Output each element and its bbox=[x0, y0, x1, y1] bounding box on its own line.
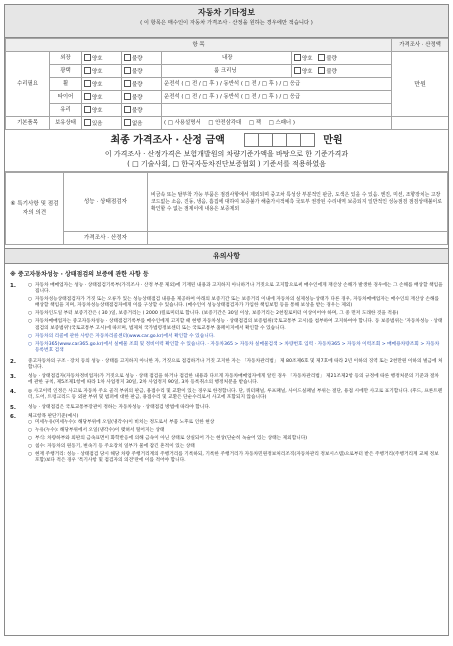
final-price-block bbox=[5, 130, 448, 172]
notice-item: 4. ◎ 사고이력 인정은 사고로 자동차 주요 골격 부위의 판금, 용접수리 및 교환이 있는 경우로 한정합니다. 단, 쿼터패널, 루프패널, 사이드실패널 부위는 절단, 용접 시에만 사고로 표기합니다. (후드, 프론트펜더, 도어, 트렁크리드 등 외판 부위 및 범퍼에 대한 판금, 용접수리 및 교환은 단순수리로서 사고에 포함되지 않습니다) bbox=[10, 389, 443, 401]
notice-item: 3. 성능 · 상태점검자(자동차정비업자)가 거짓으로 성능 · 상태 점검을 하거나 점검한 내용과 다르게 자동차매매업자에게 알린 경우 「자동차관리법」 제21조제2항 등의 규정에 따른 행정처분의 기준과 절차에 관한 규칙, 제5조제1항에 따라 1차 사업정지 30일, 2차 사업정지 90일, 3차 등록취소의 행정처분을 받습니다. bbox=[10, 374, 439, 386]
basis-line-2: ( □ 기술사회, □ 한국자동차진단보증협회 ) 기준서를 적용하였음 bbox=[127, 160, 326, 168]
table-row bbox=[6, 117, 449, 130]
checkbox-icon bbox=[124, 54, 131, 61]
has-checkbox[interactable]: 있음 bbox=[82, 117, 122, 130]
table-row bbox=[6, 65, 449, 78]
notice-section-title: 유의사항 bbox=[5, 248, 448, 264]
final-price-label: 최종 가격조사 · 산정 금액 bbox=[110, 135, 225, 146]
none-checkbox[interactable]: 없음 bbox=[122, 117, 162, 130]
checkbox-icon bbox=[84, 54, 91, 61]
special-notes-label: ⑥ 특기사항 및 점검자의 의견 bbox=[6, 173, 64, 245]
row-label: 광택 bbox=[50, 65, 82, 78]
row-label: 외장 bbox=[50, 52, 82, 65]
row-label-2: 룸 크리닝 bbox=[214, 67, 237, 74]
basis-line-1: 이 가격조사 · 산정가격은 보험개발원의 차량기준가액을 바탕으로 한 기준가격과 bbox=[104, 150, 349, 158]
ok-checkbox[interactable]: 양호 bbox=[82, 104, 122, 117]
notice-item: 6. 체크항목 판단기준(예시) ○ 미세누유(미세누수): 해당부위에 오일(냉각수)이 비치는 정도로서 부품 노후로 인한 현상 ○ 누유(누수): 해당부위에서 오일(냉각수)이 맺혀서 떨어지는 상태 ○ 부식: 차량하부와 외판의 금속표면이 화학반응에 의해 금속이 아닌 상태로 상실되어 가는 현상(단순히 녹슬어 있는 상태는 제외합니다) ○ 침수: 자동차의 원동기, 변속기 등 주요장치 일부가 물에 잠긴 흔적이 있는 상태 ○ 현재 주행거리: 성능 · 상태점검 당시 해당 차량 주행거리계의 주행거리를 기록하되, 기록한 주행거리가 자동차민원정보처리조직(자동차관리 정보시스템)으로부터 받은 주행거리(주행거리계 교체 정보 포함)보다 적은 경우 '특기사항 및 점검자의 의견'란에 이를 적어야 합니다. bbox=[10, 413, 439, 464]
status2-checkboxes[interactable]: 양호 불량 bbox=[292, 52, 392, 65]
row-label-2: 내장 bbox=[222, 54, 233, 61]
bad-checkbox[interactable]: 불량 bbox=[122, 78, 162, 91]
position-detail[interactable]: 운전석 ( □ 전 / □ 후 ) / 동반석 ( □ 전 / □ 후 ) / □ 응급 bbox=[162, 91, 392, 104]
bad-checkbox[interactable]: 불량 bbox=[122, 104, 162, 117]
appraiser-opinion[interactable] bbox=[148, 232, 448, 245]
notice-item: 5. 성능 · 상태점검은 국토교통부장관이 정하는 자동차성능 · 상태점검 방법에 따라야 합니다. bbox=[10, 404, 211, 411]
row-label: 타이어 bbox=[50, 91, 82, 104]
ok-checkbox[interactable]: 양호 bbox=[82, 52, 122, 65]
bad-checkbox[interactable]: 불량 bbox=[122, 65, 162, 78]
basic-items-label: 기본품목 bbox=[6, 117, 50, 130]
table-row bbox=[6, 104, 449, 117]
price-header: 가격조사 · 산정액 bbox=[392, 39, 449, 52]
final-price-unit: 만원 bbox=[323, 135, 343, 146]
position-detail[interactable]: 운전석 ( □ 전 / □ 후 ) / 동반석 ( □ 전 / □ 후 ) / □ 응급 bbox=[162, 78, 392, 91]
status2-checkboxes[interactable]: 양호 불량 bbox=[292, 65, 392, 78]
bad-checkbox[interactable]: 불량 bbox=[122, 91, 162, 104]
basic-items-list[interactable]: ( □ 사용설명서 □ 안전삼각대 □ 잭 □ 스패너 ) bbox=[162, 117, 392, 130]
form-title: 자동차 기타정보 bbox=[198, 8, 255, 17]
table-row bbox=[6, 91, 449, 104]
ok-checkbox[interactable]: 양호 bbox=[82, 91, 122, 104]
final-price-input[interactable] bbox=[244, 135, 314, 146]
table-row bbox=[6, 52, 449, 65]
repair-category: 수리필요 bbox=[6, 52, 50, 117]
notice-body bbox=[5, 264, 448, 466]
ok-checkbox[interactable]: 양호 bbox=[82, 78, 122, 91]
basic-items-sub: 보유상태 bbox=[50, 117, 82, 130]
appraiser-label: 가격조사 · 산정자 bbox=[64, 232, 148, 245]
form-title-bar bbox=[5, 5, 448, 38]
inspector-label: 성능 · 상태점검자 bbox=[64, 173, 148, 232]
row-label: 휠 bbox=[50, 78, 82, 91]
form-subtitle: ( 이 항목은 매수인이 자동차 가격조사 · 산정을 원하는 경우에만 적습니다 ) bbox=[140, 20, 313, 26]
items-header: 항 목 bbox=[6, 39, 392, 52]
repair-table bbox=[5, 38, 449, 130]
notice-item: 1. ○ 자동차 매매업자는 성능 · 상태점검기록부(가격조사 · 산정 부분 제외)에 기재된 내용과 고지하지 아니하거나 거짓으로 고지함으로써 매수인에게 재산상 손해가 발생한 경우에는 그 손해를 배상할 책임을 집니다. ○ 자동차성능상태점검자가 거짓 또는 오류가 있는 성능상태점검 내용을 제공하여 아래의 보증기간 또는 보증거리 이내에 자동차의 실제성능·상태가 다른 경우, 자동차매매업자는 매수인의 재산상 손해를 배상할 책임을 지며, 자동차성능상태점검자에게 이를 구상할 수 있습니다. (매수인이 성능상태점검자가 가입한 책임보험 등을 통해 보상을 받는 경우는 제외) ○ 자동차인도일 부터 보증기간은 ( 30 )일, 보증거리는 ( 2000 )킬로미터로 합니다. (보증기간은 30일 이상, 보증거리는 2천킬로미터 이상이어야 하며, 그 중 먼저 도래한 것을 적용) ○ 자동차매매업자는 중고자동차성능 · 상태점검기록부를 매수인에게 고지할 때 현행 자동차성능 · 상태점검의 보증범위(국토교통부 고시)를 첨부하여 고지하여야 합니다. 동 보증범위는 '자동차성능 · 상태점검의 보증범위'(국토교통부 고시)에 따르며, 법제처 국가법령정보센터 또는 국토교통부 홈페이지에서 확인할 수 있습니다. ○ 자동차의 리콜에 관한 사항은 자동차리콜센터(www.car.go.kr)에서 확인할 수 있습니다. ○ 자동차365(www.car365.go.kr)에서 실매물 조회 및 정비이력 확인할 수 있습니다. · 자동차365 > 자동차 실매물검색 > 차량번호 입력 · 자동차365 > 자동차 이력조회 > 매매용차량조회 > 자동차등록번호 검색 bbox=[10, 283, 443, 353]
row-label: 유리 bbox=[50, 104, 82, 117]
inspector-opinion[interactable]: 비금속 또는 탈부착 가능 부품은 점검사항에서 제외되며 중고차 특성상 부분적인 판금, 도색은 있을 수 있음. 엔진, 미션, 조향장치는 고장코드없는 소음, 진동, 냉음, 흠집에 대하여 보증불가 해출가시적예측 국토부 권장된 수리내역 보증되지 일반적인 성능점검 점검상태불이로 확인할 수 없는 점제이에 내용은 보증제외 bbox=[148, 173, 448, 232]
notice-item: 2. 중고자동차의 구조 · 장치 등의 성능 · 상태를 고지하지 아니한 자, 거짓으로 점검하거나 거짓 고지한 자는 「자동차관리법」 제 80조제6호 및 제7호에 따라 2년 이하의 징역 또는 2천만원 이하의 벌금에 처합니다. bbox=[10, 358, 443, 371]
table-row bbox=[6, 78, 449, 91]
bad-checkbox[interactable]: 불량 bbox=[122, 52, 162, 65]
special-notes-table bbox=[5, 172, 448, 245]
price-unit: 만원 bbox=[392, 52, 449, 117]
form-page bbox=[4, 4, 449, 636]
notice-heading: ※ 중고자동차성능 · 상태점검의 보증에 관한 사항 등 bbox=[10, 271, 149, 278]
ok-checkbox[interactable]: 양호 bbox=[82, 65, 122, 78]
